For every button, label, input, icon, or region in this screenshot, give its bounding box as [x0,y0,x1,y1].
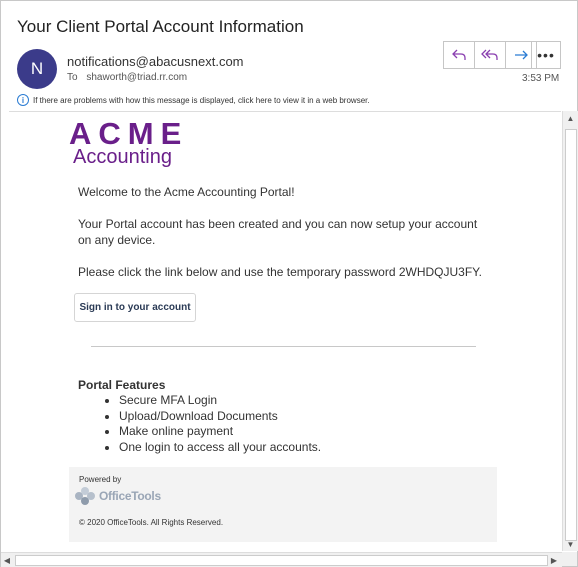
officetools-logo [75,487,161,505]
acme-logo-text: ACME [69,116,189,151]
horizontal-scrollbar[interactable] [1,552,562,567]
recipient-row [67,72,187,83]
scroll-up-icon[interactable]: ▲ [566,113,575,123]
accounting-logo-text: Accounting [73,146,172,168]
powered-by-label: Powered by [79,475,122,484]
sign-in-button[interactable]: Sign in to your account [74,293,196,322]
vertical-scrollbar[interactable] [562,111,578,551]
vertical-scroll-thumb[interactable] [565,129,577,541]
feature-item: • Make online payment [119,424,321,440]
welcome-text: Welcome to the Acme Accounting Portal! [78,185,295,199]
email-subject: Your Client Portal Account Information [17,17,304,36]
features-list [101,393,321,455]
feature-item: • One login to access all your accounts. [119,440,321,456]
scroll-left-icon[interactable]: ◀ [3,555,11,565]
copyright-text: © 2020 OfficeTools. All Rights Reserved. [79,518,224,527]
reply-all-button[interactable] [475,41,506,69]
scrollbar-corner [562,552,577,566]
officetools-brand: OfficeTools [99,489,161,503]
to-label: To [67,72,78,83]
reply-icon [451,48,467,62]
received-time: 3:53 PM [522,73,560,84]
officetools-logo-icon [75,487,97,505]
feature-item: • Secure MFA Login [119,393,321,409]
account-created-text: Your Portal account has been created and you can now setup your account on any device. [78,217,478,247]
email-footer [69,467,497,542]
display-problem-infobar[interactable] [17,94,370,106]
features-heading: Portal Features [78,378,166,392]
reply-all-icon [481,48,499,62]
message-body [9,111,561,552]
forward-icon [513,48,529,62]
feature-item: • Upload/Download Documents [119,409,321,425]
instructions-text: Please click the link below and use the temporary password 2WHDQJU3FY. [78,265,482,279]
info-icon: i [17,94,29,106]
scroll-right-icon[interactable]: ▶ [550,555,558,565]
message-actions [443,41,537,69]
sender-address[interactable]: notifications@abacusnext.com [67,54,244,69]
infobar-text[interactable]: If there are problems with how this message is displayed, click here to view it in a web browser. [33,95,370,105]
reply-button[interactable] [443,41,475,69]
recipient-address[interactable]: shaworth@triad.rr.com [86,72,188,83]
horizontal-scroll-thumb[interactable] [15,555,548,566]
scroll-down-icon[interactable]: ▼ [566,539,575,549]
more-actions-button[interactable]: ••• [531,41,561,69]
sender-avatar[interactable]: N [17,49,57,89]
divider [91,346,476,347]
